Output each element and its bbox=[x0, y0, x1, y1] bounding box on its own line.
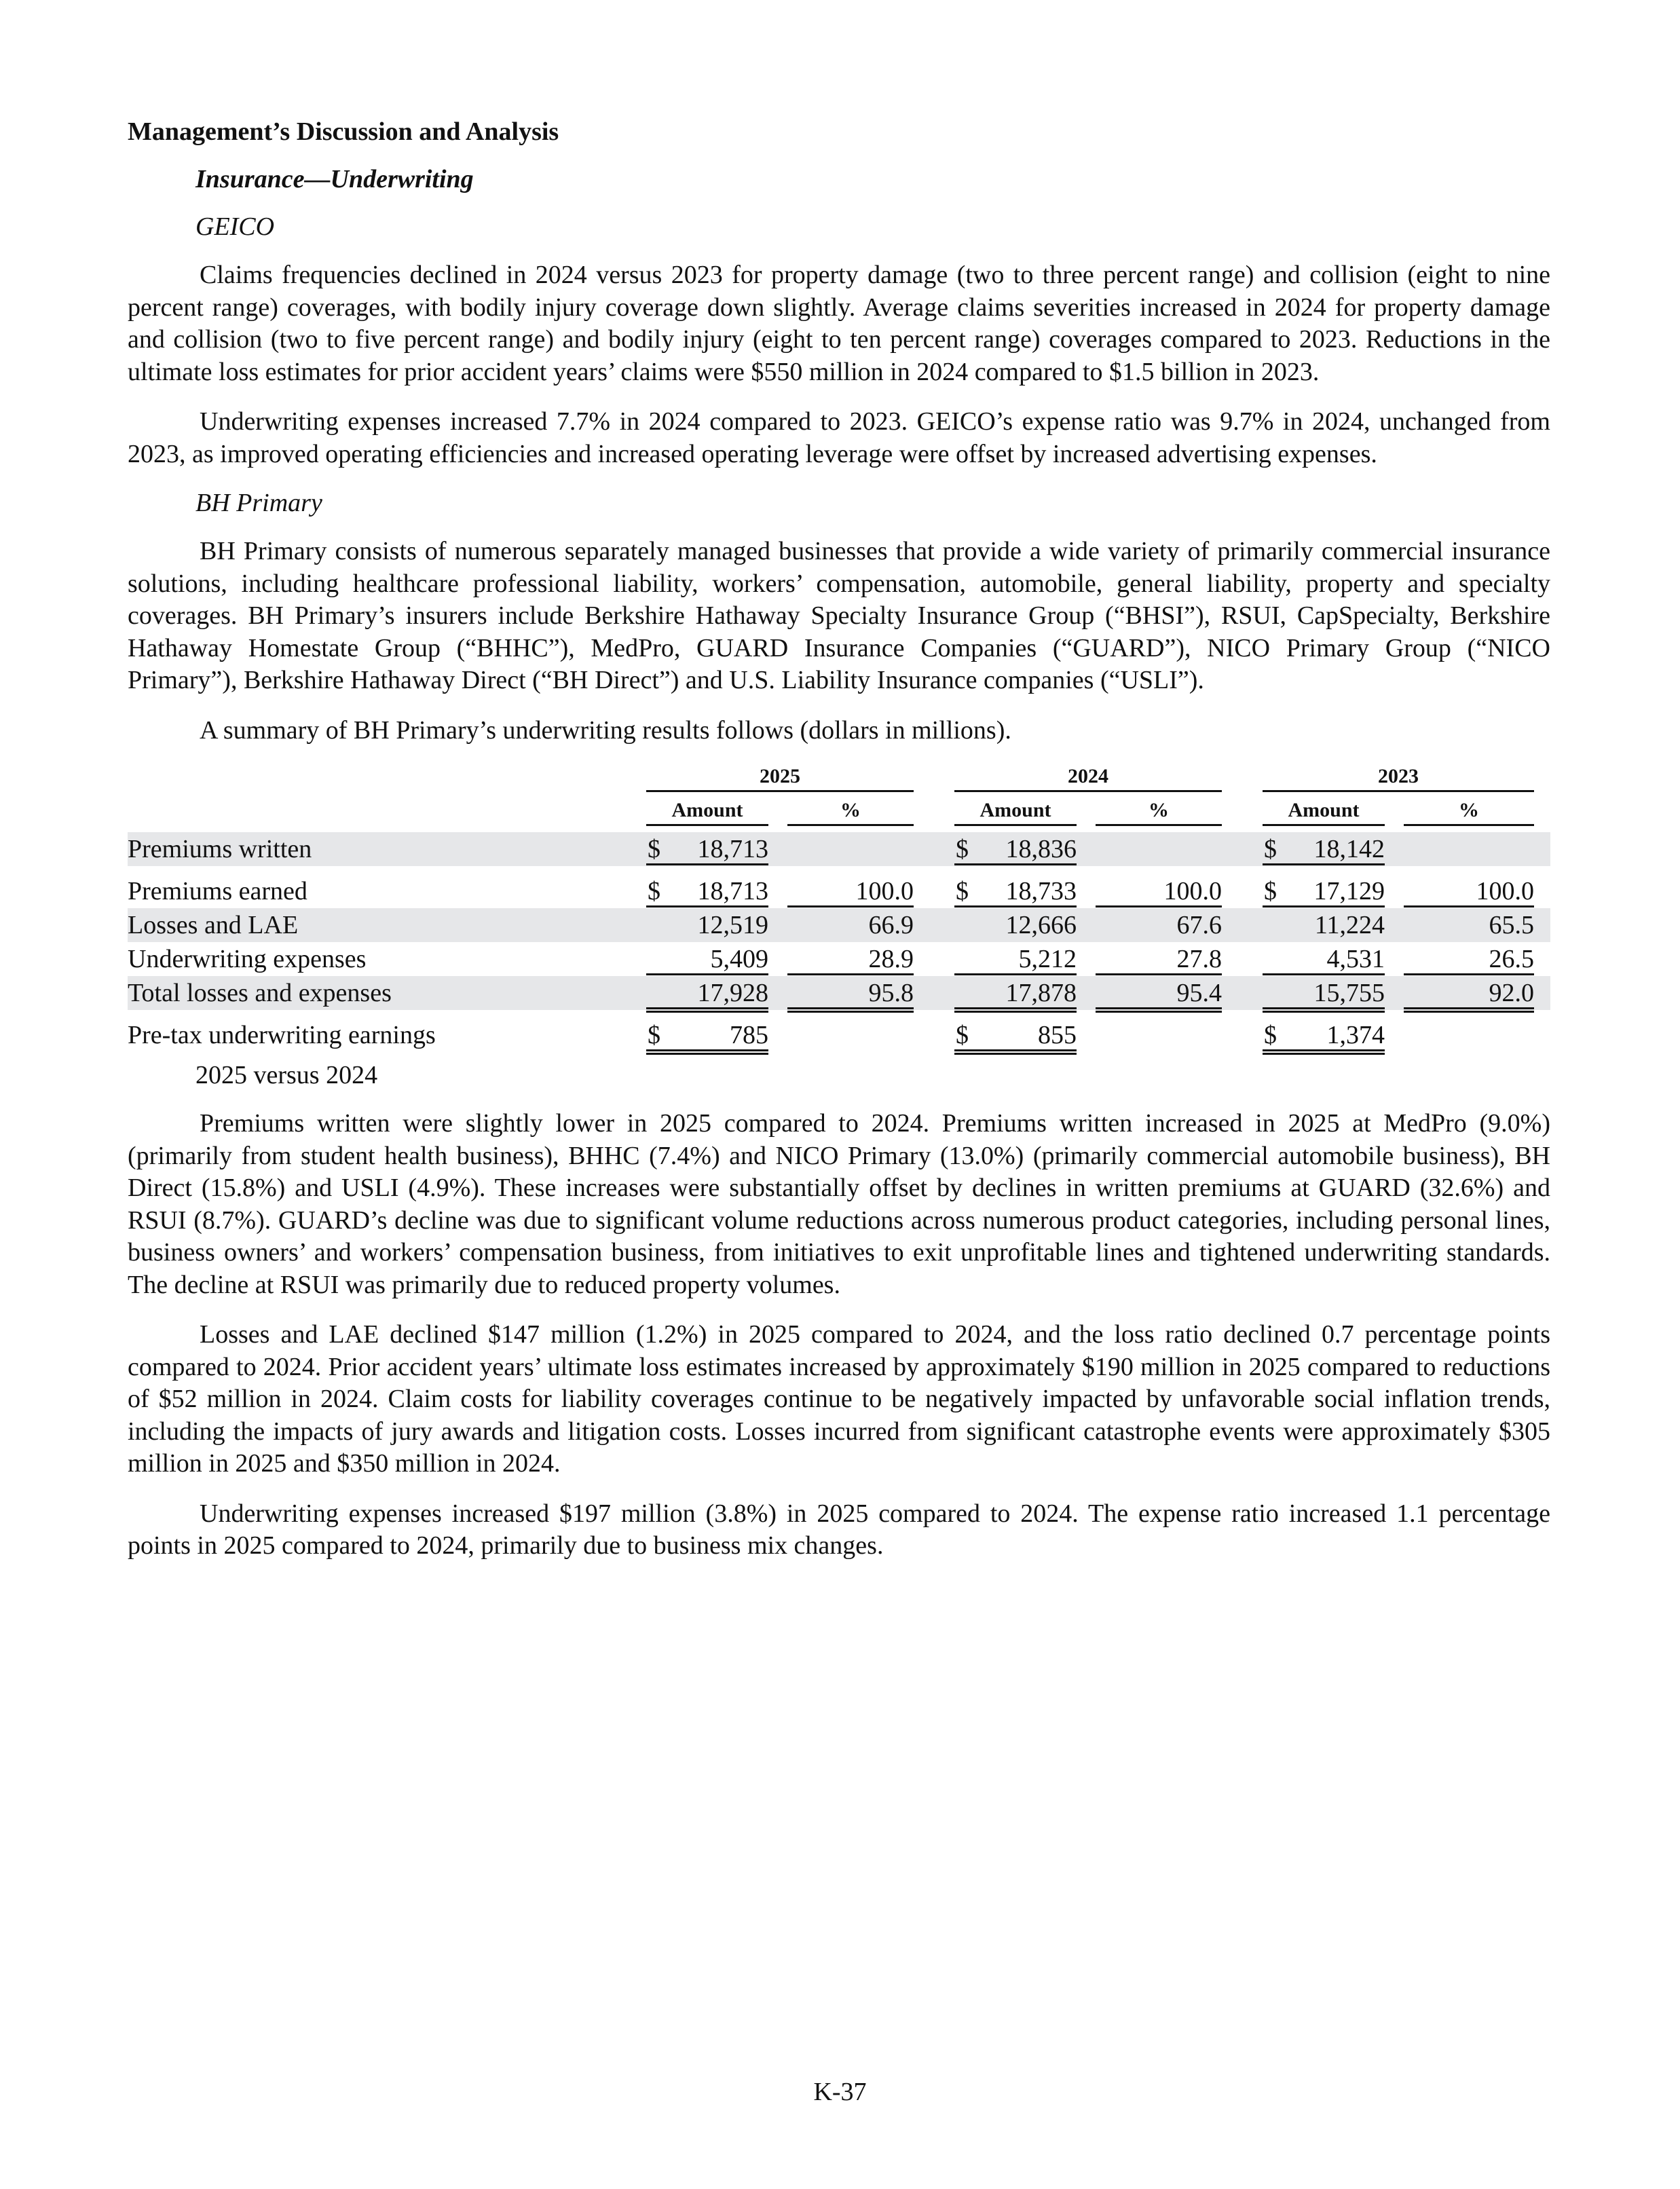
currency-symbol: $ bbox=[956, 835, 969, 863]
amount-cell: 1,374 bbox=[1263, 1018, 1385, 1055]
percent-cell: 65.5 bbox=[1489, 911, 1534, 939]
percent-cell: 26.5 bbox=[1404, 942, 1534, 975]
comparison-paragraph-2: Losses and LAE declined $147 million (1.2%) in 2025 compared to 2024, and the loss ratio declined 0.7 percentage points compared to 2024. Prior accident years’ ultimate loss estimates increased by approximately $190 million in 2025 compared to reductions of $52 million in 2024. Claim costs for liability coverages continue to be negatively impacted by unfavorable social inflation trends, including the impacts of jury awards and litigation costs. Losses incurred from significant catastrophe events were approximately $305 million in 2025 and $350 million in 2024. bbox=[128, 1320, 1550, 1478]
col-amount-2024: Amount bbox=[954, 798, 1077, 826]
geico-heading: GEICO bbox=[195, 212, 275, 241]
year-header-2023: 2023 bbox=[1263, 764, 1534, 792]
geico-paragraph-2: Underwriting expenses increased 7.7% in 2024 compared to 2023. GEICO’s expense ratio was 9.7% in 2024, unchanged from 2023, as improved operating efficiencies and increased operating leverage were offset by increased advertising expenses. bbox=[128, 407, 1550, 468]
currency-symbol: $ bbox=[648, 1021, 660, 1049]
row-label: Total losses and expenses bbox=[128, 979, 392, 1007]
bh-primary-paragraph-1: BH Primary consists of numerous separately managed businesses that provide a wide variety of primarily commercial insurance solutions, including healthcare professional liability, workers’ compensation, automobile, general liability, property and specialty coverages. BH Primary’s insurers include Berkshire Hathaway Specialty Insurance Group (“BHSI”), RSUI, CapSpecialty, Berkshire Hathaway Homestate Group (“BHHC”), MedPro, GUARD Insurance Companies (“GUARD”), NICO Primary Group (“NICO Primary”), Berkshire Hathaway Direct (“BH Direct”) and U.S. Liability Insurance companies (“USLI”). bbox=[128, 537, 1550, 694]
col-amount-2025: Amount bbox=[646, 798, 768, 826]
col-pct-2025: % bbox=[787, 798, 914, 826]
currency-symbol: $ bbox=[648, 835, 660, 863]
col-pct-2024: % bbox=[1096, 798, 1222, 826]
currency-symbol: $ bbox=[648, 877, 660, 905]
amount-cell: 5,212 bbox=[954, 942, 1077, 975]
document-page bbox=[128, 117, 1550, 1580]
amount-cell: 17,928 bbox=[646, 976, 768, 1013]
percent-cell: 92.0 bbox=[1404, 976, 1534, 1013]
percent-cell: 100.0 bbox=[787, 874, 914, 908]
amount-cell: 4,531 bbox=[1263, 942, 1385, 975]
year-header-2024: 2024 bbox=[954, 764, 1222, 792]
amount-cell: 18,142 bbox=[1263, 832, 1385, 865]
amount-cell: 17,129 bbox=[1263, 874, 1385, 908]
currency-symbol: $ bbox=[956, 1021, 969, 1049]
bh-primary-table-intro: A summary of BH Primary’s underwriting results follows (dollars in millions). bbox=[200, 715, 1011, 745]
section-heading: Management’s Discussion and Analysis bbox=[128, 117, 559, 146]
bh-primary-heading: BH Primary bbox=[195, 489, 322, 517]
subsection-heading: Insurance—Underwriting bbox=[195, 165, 474, 193]
col-pct-2023: % bbox=[1404, 798, 1534, 826]
amount-cell: 855 bbox=[954, 1018, 1077, 1055]
amount-cell: 12,519 bbox=[697, 911, 768, 939]
underwriting-results-table bbox=[128, 764, 1550, 1049]
percent-cell: 67.6 bbox=[1176, 911, 1222, 939]
percent-cell: 100.0 bbox=[1404, 874, 1534, 908]
row-label: Underwriting expenses bbox=[128, 945, 367, 973]
year-header-2025: 2025 bbox=[646, 764, 914, 792]
amount-cell: 785 bbox=[646, 1018, 768, 1055]
percent-cell: 27.8 bbox=[1096, 942, 1222, 975]
amount-cell: 12,666 bbox=[1005, 911, 1077, 939]
currency-symbol: $ bbox=[1264, 1021, 1277, 1049]
row-label: Premiums earned bbox=[128, 877, 307, 905]
currency-symbol: $ bbox=[1264, 877, 1277, 905]
comparison-heading: 2025 versus 2024 bbox=[195, 1061, 378, 1089]
page-number: K-37 bbox=[813, 2078, 867, 2106]
amount-cell: 17,878 bbox=[954, 976, 1077, 1013]
col-amount-2023: Amount bbox=[1263, 798, 1385, 826]
table-row bbox=[128, 976, 1550, 1010]
amount-cell: 18,836 bbox=[954, 832, 1077, 865]
percent-cell: 95.4 bbox=[1096, 976, 1222, 1013]
row-label: Pre-tax underwriting earnings bbox=[128, 1021, 436, 1049]
currency-symbol: $ bbox=[956, 877, 969, 905]
row-label: Premiums written bbox=[128, 835, 312, 863]
amount-cell: 11,224 bbox=[1314, 911, 1385, 939]
amount-cell: 5,409 bbox=[646, 942, 768, 975]
percent-cell: 28.9 bbox=[787, 942, 914, 975]
geico-paragraph-1: Claims frequencies declined in 2024 versus 2023 for property damage (two to three percent range) and collision (eight to nine percent range) coverages, with bodily injury coverage down slightly. Average claims severities increased in 2024 for property damage and collision (two to five percent range) and bodily injury (eight to ten percent range) coverages compared to 2023. Reductions in the ultimate loss estimates for prior accident years’ claims were $550 million in 2024 compared to $1.5 billion in 2023. bbox=[128, 261, 1550, 386]
amount-cell: 15,755 bbox=[1263, 976, 1385, 1013]
row-label: Losses and LAE bbox=[128, 911, 299, 939]
percent-cell: 100.0 bbox=[1096, 874, 1222, 908]
table-row bbox=[128, 1018, 1550, 1052]
table-row bbox=[128, 874, 1550, 908]
amount-cell: 18,713 bbox=[646, 832, 768, 865]
amount-cell: 18,733 bbox=[954, 874, 1077, 908]
currency-symbol: $ bbox=[1264, 835, 1277, 863]
percent-cell: 66.9 bbox=[868, 911, 914, 939]
comparison-paragraph-3: Underwriting expenses increased $197 million (3.8%) in 2025 compared to 2024. The expense ratio increased 1.1 percentage points in 2025 compared to 2024, primarily due to business mix changes. bbox=[128, 1499, 1550, 1560]
table-row bbox=[128, 908, 1550, 942]
comparison-paragraph-1: Premiums written were slightly lower in 2025 compared to 2024. Premiums written increased in 2025 at MedPro (9.0%) (primarily from student health business), BHHC (7.4%) and NICO Primary (13.0%) (primarily commercial automobile business), BH Direct (15.8%) and USLI (4.9%). These increases were substantially offset by declines in written premiums at GUARD (32.6%) and RSUI (8.7%). GUARD’s decline was due to significant volume reductions across numerous product categories, including personal lines, business owners’ and workers’ compensation business, from initiatives to exit unprofitable lines and tightened underwriting standards. The decline at RSUI was primarily due to reduced property volumes. bbox=[128, 1109, 1550, 1299]
percent-cell: 95.8 bbox=[787, 976, 914, 1013]
table-row bbox=[128, 832, 1550, 866]
amount-cell: 18,713 bbox=[646, 874, 768, 908]
table-row bbox=[128, 942, 1550, 976]
